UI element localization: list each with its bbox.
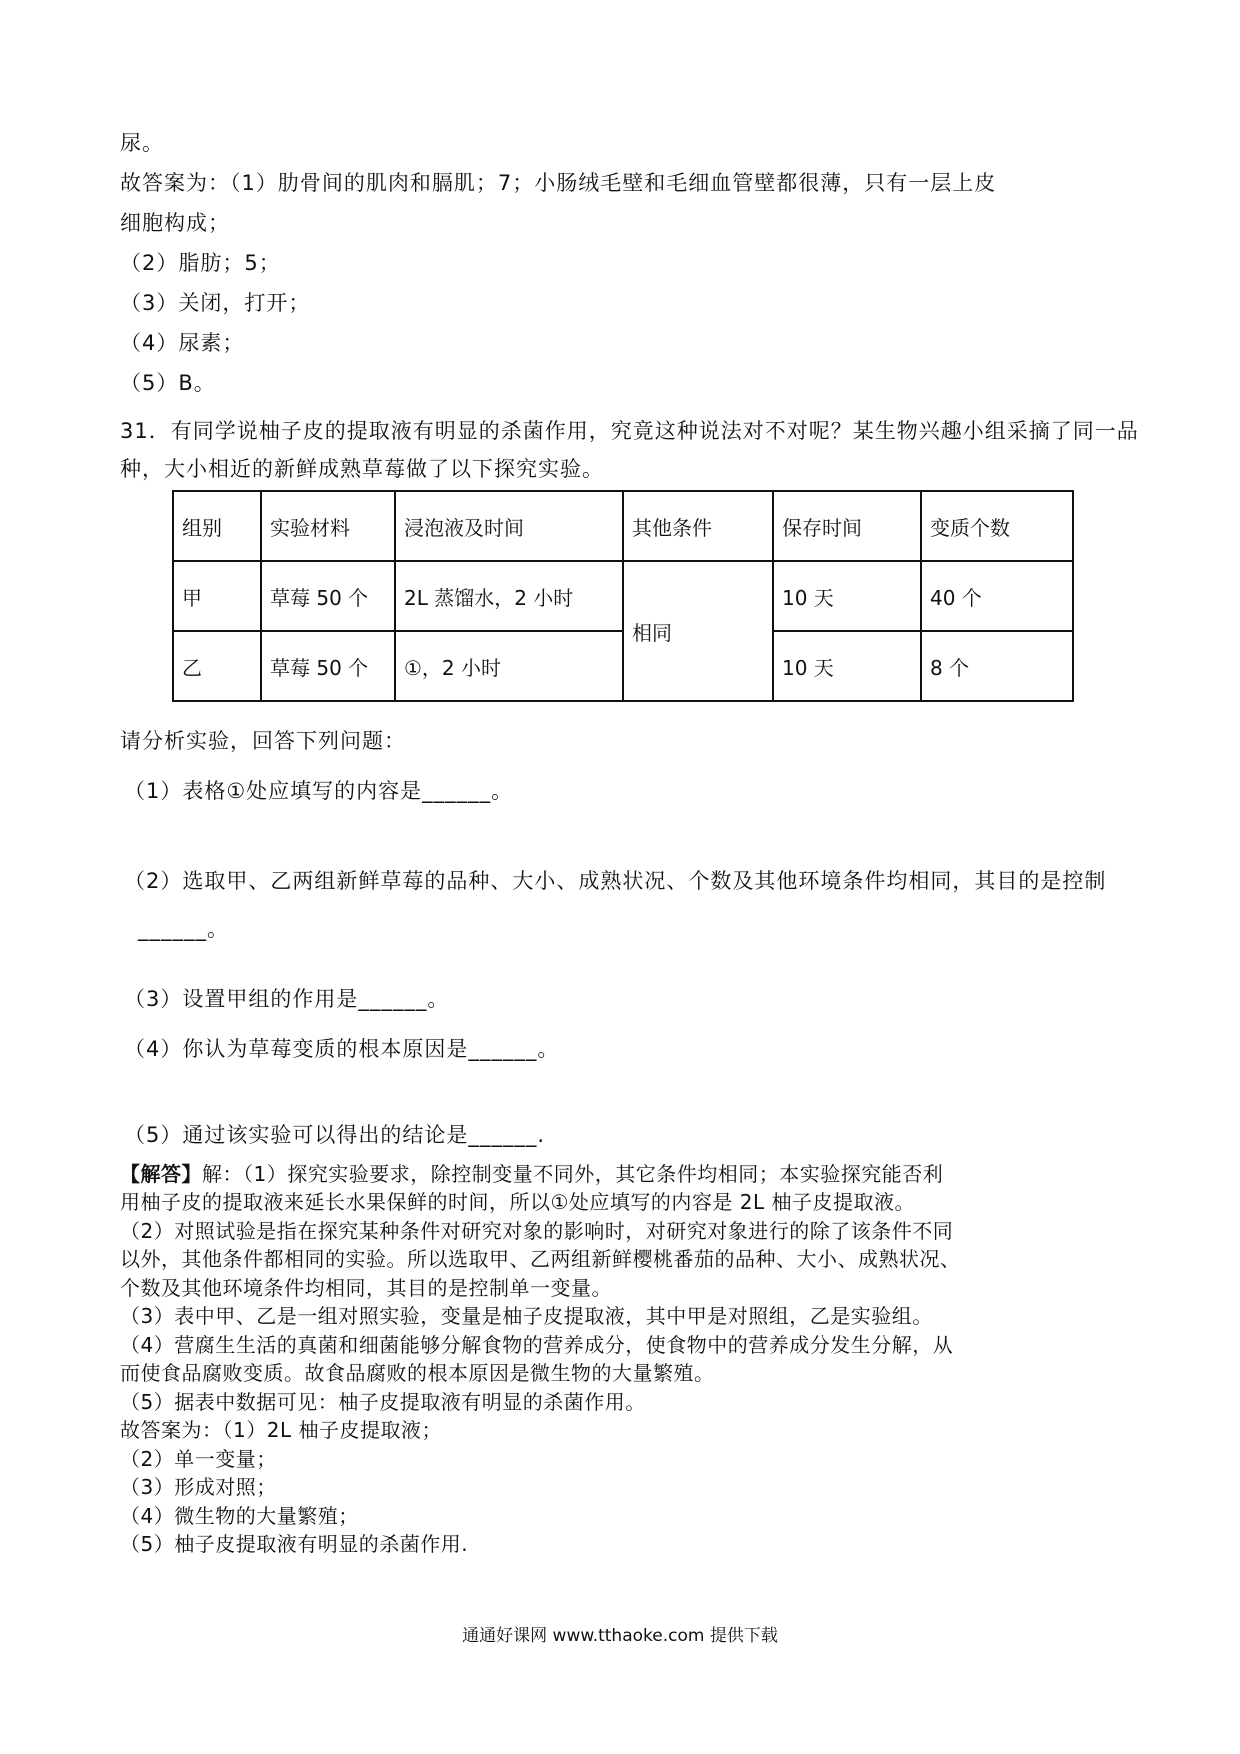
table-cell: 甲 [173, 561, 261, 631]
sub-question-4: （4）你认为草莓变质的根本原因是______。 [124, 1037, 560, 1061]
prev-answers-intro-cont: 细胞构成； [120, 211, 230, 235]
header-cell: 组别 [173, 491, 261, 561]
answer-intro: 故答案为：（1）2L 柚子皮提取液； [120, 1418, 442, 1442]
header-cell: 变质个数 [921, 491, 1073, 561]
table-cell: 乙 [173, 631, 261, 701]
solution-line-7: （4）营腐生生活的真菌和细菌能够分解食物的营养成分，使食物中的营养成分发生分解，从 [120, 1333, 954, 1357]
analysis-prompt: 请分析实验，回答下列问题： [120, 729, 406, 753]
solution-line-8: 而使食品腐败变质。故食品腐败的根本原因是微生物的大量繁殖。 [120, 1361, 715, 1385]
header-cell: 保存时间 [773, 491, 921, 561]
sub-question-2-line2: ______。 [138, 917, 229, 941]
question-stem-line2: 种，大小相近的新鲜成熟草莓做了以下探究实验。 [120, 457, 604, 481]
table-cell: 8 个 [921, 631, 1073, 701]
prev-answers-intro: 故答案为：（1）肋骨间的肌肉和膈肌；7；小肠绒毛壁和毛细血管壁都很薄，只有一层上皮 [120, 171, 997, 195]
prev-answer-3: （3）关闭，打开； [120, 291, 311, 315]
table-row [173, 561, 1073, 631]
answer-2: （2）单一变量； [120, 1447, 277, 1471]
table-cell: 10 天 [773, 631, 921, 701]
table-cell: 草莓 50 个 [261, 631, 395, 701]
sub-question-3: （3）设置甲组的作用是______。 [124, 987, 450, 1011]
solution-line-3: （2）对照试验是指在探究某种条件对研究对象的影响时，对研究对象进行的除了该条件不同 [120, 1219, 954, 1243]
page-footer: 通通好课网 www.tthaoke.com 提供下载 [462, 1626, 778, 1646]
table-cell: ①，2 小时 [395, 631, 623, 701]
answer-5: （5）柚子皮提取液有明显的杀菌作用. [120, 1532, 469, 1556]
question-stem-line1: 31．有同学说柚子皮的提取液有明显的杀菌作用，究竟这种说法对不对呢？某生物兴趣小组采摘了同一品 [120, 419, 1139, 443]
prev-answer-5: （5）B。 [120, 371, 216, 395]
solution-line-2: 用柚子皮的提取液来延长水果保鲜的时间，所以①处应填写的内容是 2L 柚子皮提取液。 [120, 1190, 916, 1214]
table-header-row [173, 491, 1073, 561]
solution-line-5: 个数及其他环境条件均相同，其目的是控制单一变量。 [120, 1276, 612, 1300]
solution-line-9: （5）据表中数据可见：柚子皮提取液有明显的杀菌作用。 [120, 1390, 646, 1414]
sub-question-5: （5）通过该实验可以得出的结论是______. [124, 1123, 546, 1147]
solution-label: 【解答】 [120, 1162, 202, 1186]
sub-question-2-line1: （2）选取甲、乙两组新鲜草莓的品种、大小、成熟状况、个数及其他环境条件均相同，其目的是控制 [124, 869, 1107, 893]
prev-answer-2: （2）脂肪；5； [120, 251, 281, 275]
table-cell: 10 天 [773, 561, 921, 631]
prev-line-tail: 尿。 [120, 131, 164, 155]
prev-answer-4: （4）尿素； [120, 331, 245, 355]
experiment-table [172, 490, 1072, 702]
header-cell: 其他条件 [623, 491, 773, 561]
table-cell: 40 个 [921, 561, 1073, 631]
header-cell: 浸泡液及时间 [395, 491, 623, 561]
solution-line-4: 以外，其他条件都相同的实验。所以选取甲、乙两组新鲜樱桃番茄的品种、大小、成熟状况、 [120, 1247, 961, 1271]
solution-text: 解：（1）探究实验要求，除控制变量不同外，其它条件均相同；本实验探究能否利 [202, 1162, 944, 1186]
table-cell: 2L 蒸馏水，2 小时 [395, 561, 623, 631]
header-cell: 实验材料 [261, 491, 395, 561]
table-cell: 草莓 50 个 [261, 561, 395, 631]
solution-line-1 [120, 1160, 1130, 1189]
solution-line-6: （3）表中甲、乙是一组对照实验，变量是柚子皮提取液，其中甲是对照组，乙是实验组。 [120, 1304, 933, 1328]
sub-question-1: （1）表格①处应填写的内容是______。 [124, 779, 514, 803]
answer-4: （4）微生物的大量繁殖； [120, 1504, 359, 1528]
answer-3: （3）形成对照； [120, 1475, 277, 1499]
merged-condition-cell: 相同 [623, 561, 773, 701]
